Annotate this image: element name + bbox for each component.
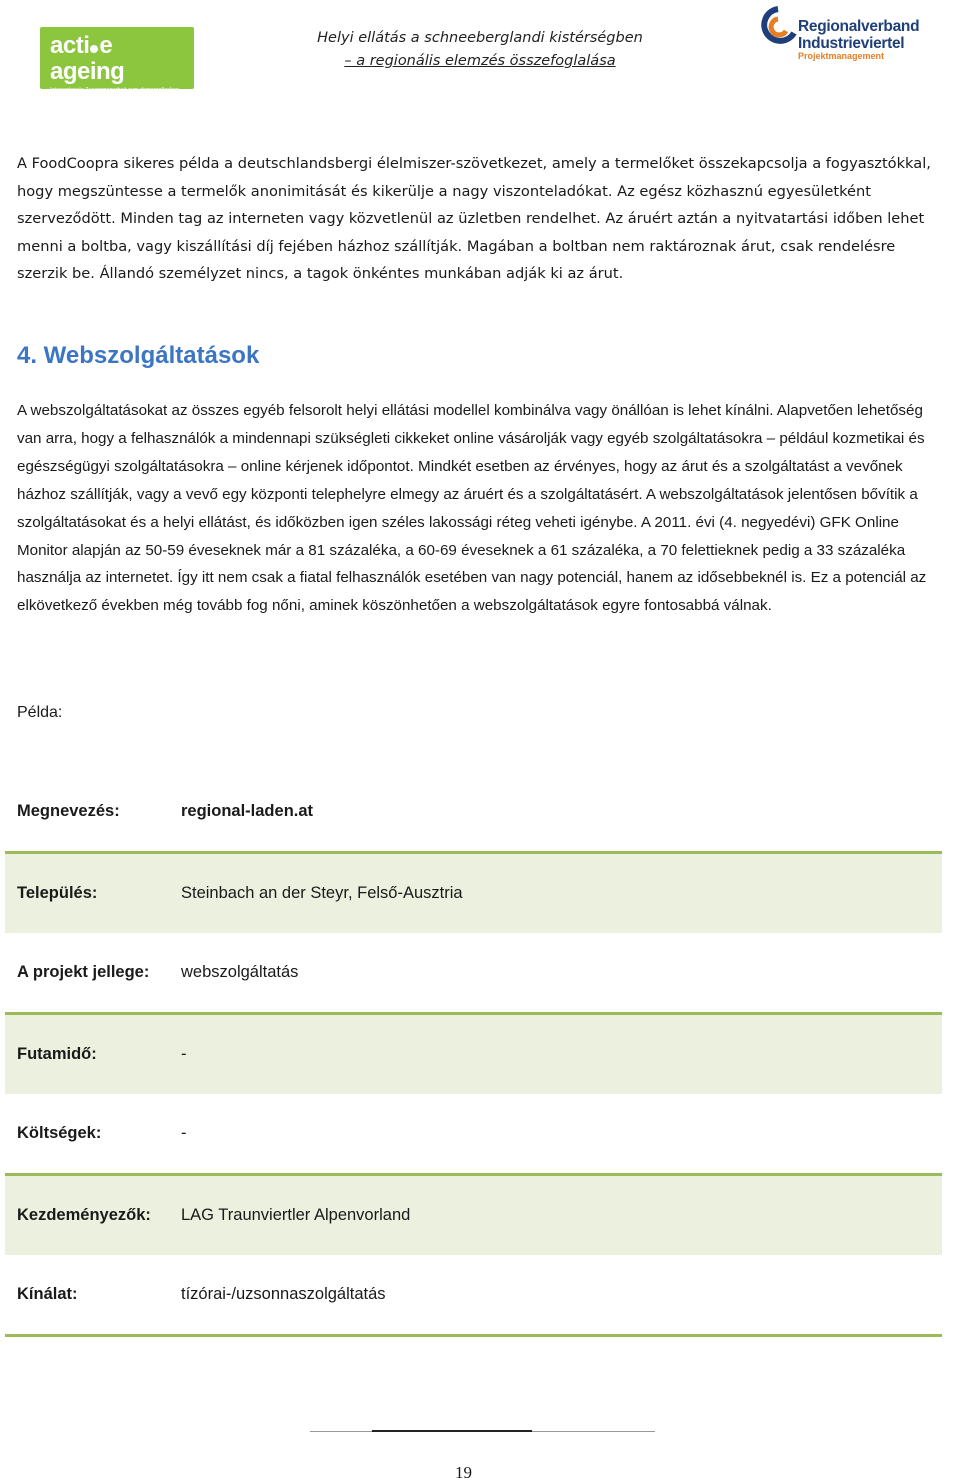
regionalverband-logo [758,5,954,65]
regionalverband-line2: Industrieviertel [798,35,905,52]
info-key: Megnevezés: [17,802,120,820]
header-title-line2: – a regionális elemzés összefoglalása [344,53,616,69]
info-row-initiators [5,1173,942,1255]
info-value: tízórai-/uzsonnaszolgáltatás [181,1285,386,1303]
info-value: - [181,1124,187,1142]
section-heading: 4. Webszolgáltatások [17,342,260,369]
info-value: LAG Traunviertler Alpenvorland [181,1206,411,1224]
info-value: Steinbach an der Steyr, Felső-Ausztria [181,884,463,902]
page-number: 19 [455,1463,472,1482]
info-value: webszolgáltatás [181,963,299,981]
info-key: Kezdeményezők: [17,1206,151,1224]
info-row-offer [5,1255,942,1334]
info-value: regional-laden.at [181,802,314,820]
info-key: Település: [17,884,98,902]
intro-paragraph: A FoodCoopra sikeres példa a deutschlandsbergi élelmiszer-szövetkezet, amely a termelőket összekapcsolja a fogyasztókkal, hogy megszüntesse a termelők anonimitását és kikerülje a nagy viszonteladókat. Az egész közhasznú egyesületként szerveződött. Minden tag az interneten vagy közvetlenül az üzletben rendelhet. Az áruért aztán a nyitvatartási időben lehet menni a boltba, vagy kiszállítási díj fejében házhoz szállítják. Magában a boltban nem raktároznak árut, csak rendelésre szerzik be. Állandó személyzet nincs, a tagok önkéntes munkában adják ki az árut. [17,155,931,282]
brand-part-a: acti [50,32,90,59]
active-ageing-brand [50,33,184,85]
info-row-costs [5,1094,942,1173]
info-key: A projekt jellege: [17,963,150,981]
info-table-bottom-border [5,1334,942,1337]
info-key: Kínálat: [17,1285,78,1303]
regionalverband-line3: Projektmanagement [798,51,885,61]
brand-part-b: e ageing [50,32,125,85]
info-row-duration [5,1012,942,1094]
header-title-line1: Helyi ellátás a schneeberglandi kistérségben [317,30,643,46]
regionalverband-line1: Regionalverband [798,18,920,35]
footnote-separator [310,1430,655,1433]
active-ageing-tagline: Interregionale Zusammenarbeit zum demografischen Wandel · Interregionális együttműködés a demográfiai változások jegyében [50,87,182,107]
regionalverband-emblem-icon [758,5,798,61]
info-row-location [5,851,942,933]
info-key: Költségek: [17,1124,102,1142]
section-body: A webszolgáltatásokat az összes egyéb felsorolt helyi ellátási modellel kombinálva vagy önállóan is lehet kínálni. Alapvetően lehetőség van arra, hogy a felhasználók a mindennapi szükségleti cikkeket online vásárolják vagy egyéb szolgáltatásokra – például kozmetikai és egészségügyi szolgáltatásokra – online kérjenek időpontot. Mindkét esetben az érvényes, hogy az árut és a szolgáltatást a vevőnek házhoz szállítják, vagy a vevő egy központi telephelyre elmegy az áruért és a szolgáltatásért. A webszolgáltatások jelentősen bővítik a szolgáltatásokat és a helyi ellátást, és időközben igen széles lakossági réteg veheti igénybe. A 2011. évi (4. negyedévi) GFK Online Monitor alapján az 50-59 éveseknek már a 81 százaléka, a 60-69 éveseknek a 61 százaléka, a 70 felettieknek pedig a 33 százaléka használja az internetet. Így itt nem csak a fiatal felhasználók esetében van nagy potenciál, hanem az idősebbeknél is. Ez a potenciál az elkövetkező években még tovább fog nőni, aminek köszönhetően a webszolgáltatások egyre fontosabbá válnak. [17,402,927,615]
active-ageing-logo [40,27,194,107]
header-title [300,27,660,73]
info-row-type [5,933,942,1012]
info-key: Futamidő: [17,1045,97,1063]
info-table [5,772,942,1337]
info-value: - [181,1045,187,1063]
info-row-name [5,772,942,851]
footnote-line-thick [372,1430,532,1432]
example-label: Példa: [17,704,63,721]
dot-icon [90,45,98,53]
page-header [0,0,960,107]
